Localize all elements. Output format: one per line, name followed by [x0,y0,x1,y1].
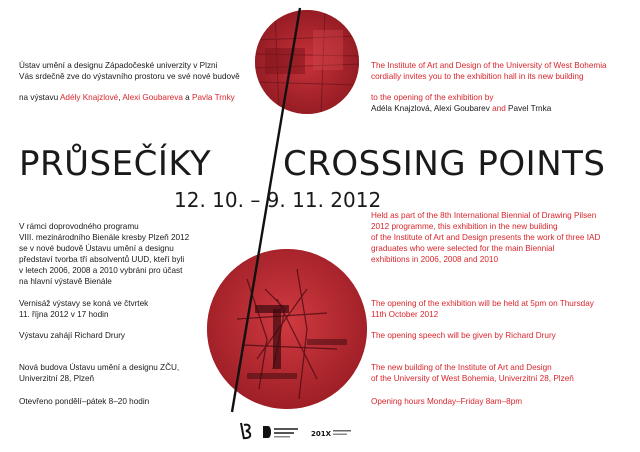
cz-artist-2: Alexi Goubareva [122,93,183,102]
en-sep-2: and [489,104,509,113]
event-logo [311,426,353,438]
en-program-line: exhibitions in 2006, 2008 and 2010 [371,255,499,264]
en-address-line2: of the University of West Bohemia, Univerzitní 28, Plzeň [371,374,574,383]
en-address [371,362,633,384]
cz-hours: Otevřeno pondělí–pátek 8–20 hodin [19,397,150,406]
en-opening-line1: The opening of the exhibition will be held at 5pm on Thursday [371,299,594,308]
en-hours: Opening hours Monday–Friday 8am–8pm [371,397,523,406]
cz-program-line: v letech 2006, 2008 a 2010 vybráni pro účast [19,266,183,275]
title-en: CROSSING POINTS [283,144,606,184]
cz-intro-line2: Vás srdečně zve do výstavního prostoru ve své nové budově [19,72,240,81]
cz-artist-1: Adély Knajzlové [59,93,119,102]
cz-artists [19,92,279,103]
cz-speech: Výstavu zahájí Richard Drury [19,331,126,340]
cz-program-line: VIII. mezinárodního Bienále kresby Plzeň 2012 [19,233,190,242]
cz-intro [19,60,259,82]
en-intro-line2: cordially invites you to the exhibition hall in its new building [371,72,584,81]
cz-opening [19,298,239,320]
cz-program-line: se v nové budově Ústavu umění a designu [19,244,174,253]
en-opening [371,298,633,320]
cz-program-line: V rámci doprovodného programu [19,222,139,231]
exhibition-dates: 12. 10. – 9. 11. 2012 [174,188,382,212]
cz-program-line: představí tvorba tří absolventů UUD, kteří byli [19,255,185,264]
cz-sep-2: a [182,93,192,102]
en-artist-2: Alexi Goubarev [433,104,490,113]
cz-address-line1: Nová budova Ústavu umění a designu ZČU, [19,363,180,372]
cz-opening-line2: 11. října 2012 v 17 hodin [19,310,109,319]
cz-artists-prefix: na výstavu [19,93,60,102]
cz-program [19,221,239,287]
en-artists [371,103,631,114]
event-logo-mark [311,427,353,439]
en-intro-line1: The Institute of Art and Design of the University of West Bohemia [371,61,607,70]
svg-text:201X: 201X [311,430,332,438]
title-cz: PRŮSEČÍKY [19,144,212,184]
en-program-line: Held as part of the 8th International Biennial of Drawing Pilsen [371,211,597,220]
cz-address-line2: Univerzitní 28, Plzeň [19,374,95,383]
en-speech: The opening speech will be given by Richard Drury [371,331,556,340]
en-program-line: of the Institute of Art and Design presents the work of three IAD [371,233,601,242]
cz-sep-1: , [118,93,123,102]
uud-logo [262,425,300,439]
cz-program-line: na hlavní výstavě Bienále [19,277,112,286]
cz-intro-line1: Ústav umění a designu Západočeské univerzity v Plzni [19,61,218,70]
en-intro [371,60,631,82]
cz-opening-line1: Vernisáž výstavy se koná ve čtvrtek [19,299,149,308]
biennale-logo [238,421,256,441]
en-sep-1: , [429,104,434,113]
cz-artist-3: Pavla Trnky [191,93,235,102]
en-artist-3: Pavel Trnka [508,104,552,113]
en-artist-1: Adéla Knajzlová [371,104,430,113]
cz-address [19,362,239,384]
en-program [371,210,633,265]
en-address-line1: The new building of the Institute of Art and Design [371,363,552,372]
en-opening-line2: 11th October 2012 [371,310,439,319]
uud-logo-mark [262,425,300,439]
biennale-logo-mark [238,421,256,441]
en-program-line: graduates who were selected for the main Biennial [371,244,555,253]
en-opening-of: to the opening of the exhibition by [371,93,494,102]
en-program-line: 2012 programme, this exhibition in the new building [371,222,558,231]
